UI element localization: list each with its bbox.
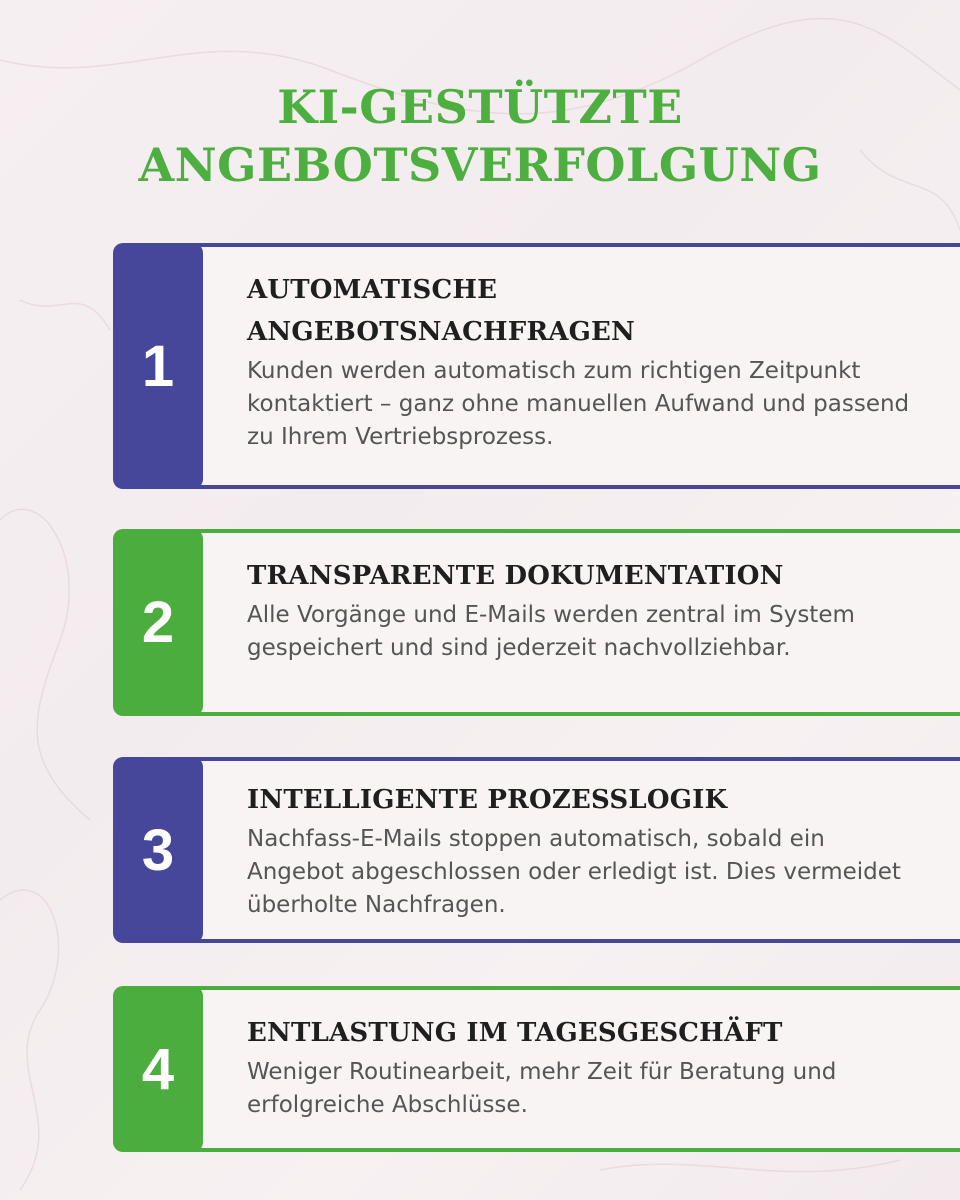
page-title <box>0 78 960 194</box>
title-line-2: ANGEBOTSVERFOLGUNG <box>138 138 822 192</box>
card-description: Weniger Routinearbeit, mehr Zeit für Beratung und erfolgreiche Abschlüsse. <box>247 1059 837 1118</box>
feature-card-4 <box>113 986 960 1152</box>
title-line-1: KI-GESTÜTZTE <box>277 80 683 134</box>
step-number-badge: 3 <box>113 757 203 943</box>
card-content <box>247 779 920 922</box>
card-description: Kunden werden automatisch zum richtigen Zeitpunkt kontaktiert – ganz ohne manuellen Aufwand und passend zu Ihrem Vertriebsprozess. <box>247 358 910 450</box>
card-heading <box>247 269 920 353</box>
feature-card-1 <box>113 243 960 489</box>
card-content <box>247 555 920 665</box>
card-heading: INTELLIGENTE PROZESSLOGIK <box>247 785 728 815</box>
step-number-badge: 2 <box>113 529 203 716</box>
feature-card-2 <box>113 529 960 716</box>
card-description: Alle Vorgänge und E-Mails werden zentral im System gespeichert und sind jederzeit nachvollziehbar. <box>247 602 855 661</box>
step-number-badge: 4 <box>113 986 203 1152</box>
step-number-badge: 1 <box>113 243 203 489</box>
card-heading-line-2: ANGEBOTSNACHFRAGEN <box>247 317 636 347</box>
card-content <box>247 269 920 454</box>
feature-card-3 <box>113 757 960 943</box>
card-description: Nachfass-E-Mails stoppen automatisch, sobald ein Angebot abgeschlossen oder erledigt ist. Dies vermeidet überholte Nachfragen. <box>247 826 901 918</box>
card-content <box>247 1012 920 1122</box>
card-heading-line-1: AUTOMATISCHE <box>247 275 498 305</box>
card-heading: ENTLASTUNG IM TAGESGESCHÄFT <box>247 1018 783 1048</box>
card-heading: TRANSPARENTE DOKUMENTATION <box>247 561 784 591</box>
